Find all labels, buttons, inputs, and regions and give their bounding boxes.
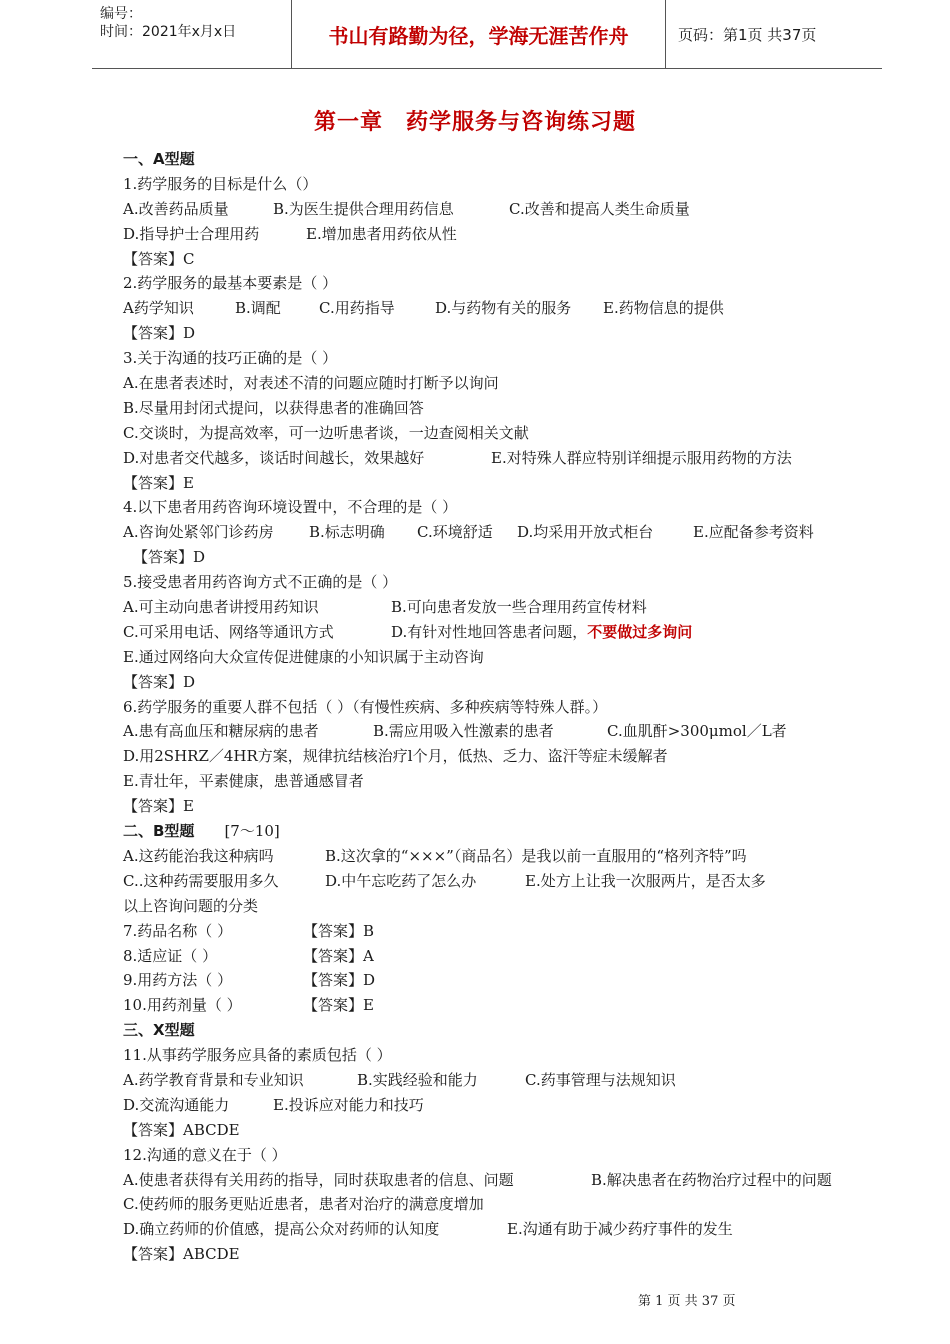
q6-stem: 6.药学服务的重要人群不包括（ ）（有慢性疾病、多种疾病等特殊人群。） [123,697,608,716]
q4-options [123,520,883,545]
b-options-ab [123,844,883,869]
q6-option-a: A.患有高血压和糖尿病的患者 [123,722,319,741]
q4-option-a: A.咨询处紧邻门诊药房 [123,523,274,542]
q6-answer: 【答案】E [123,797,194,816]
q11-option-b: B.实践经验和能力 [357,1070,478,1089]
b-item-9-answer: 【答案】D [303,971,376,990]
b-item-9-question: 9.用药方法（ ） [123,971,233,990]
page-title: 第一章 药学服务与咨询练习题 [313,110,636,135]
q12-answer: 【答案】ABCDE [123,1245,240,1264]
q2-option-d: D.与药物有关的服务 [435,299,572,318]
q12-option-d: D.确立药师的价值感，提高公众对药师的认知度 [123,1220,440,1239]
q5-highlight-note: 不要做过多询问 [587,622,693,641]
b-option-d: D.中午忘吃药了怎么办 [325,871,477,890]
b-item-8-answer: 【答案】A [303,946,374,965]
q2-answer: 【答案】D [123,324,196,343]
q5-option-d [391,620,692,645]
q11-options-abc [123,1068,883,1093]
q4-stem: 4.以下患者用药咨询环境设置中，不合理的是（ ） [123,498,458,517]
b-item-10 [123,993,883,1018]
page-footer: 第 1 页 共 37 页 [638,1294,736,1309]
q12-option-b: B.解决患者在药物治疗过程中的问题 [591,1170,832,1189]
q5-option-a: A.可主动向患者讲授用药知识 [123,598,319,617]
section-a-heading: 一、A型题 [123,150,195,168]
b-option-e: E.处方上让我一次服两片，是否太多 [525,871,766,890]
exercise-content [123,147,883,1267]
header-page [666,0,882,68]
q1-options-row2 [123,222,883,247]
q2-option-c: C.用药指导 [319,299,395,318]
q11-option-c: C.药事管理与法规知识 [525,1070,676,1089]
q12-options-ab [123,1168,883,1193]
header-meta [92,0,292,68]
q12-option-c: C.使药师的服务更贴近患者，患者对治疗的满意度增加 [123,1195,484,1214]
b-option-a: A.这药能治我这种病吗 [123,846,274,865]
q3-option-e: E.对特殊人群应特别详细提示服用药物的方法 [491,448,792,467]
q11-option-d: D.交流沟通能力 [123,1095,230,1114]
b-option-b: B.这次拿的“×××”（商品名）是我以前一直服用的“格列齐特”吗 [325,846,747,865]
q1-option-b: B.为医生提供合理用药信息 [273,199,454,218]
q12-option-e: E.沟通有助于减少药疗事件的发生 [507,1220,733,1239]
b-group-note: 以上咨询问题的分类 [123,896,259,915]
q3-option-b: B.尽量用封闭式提问，以获得患者的准确回答 [123,398,424,417]
b-item-7-question: 7.药品名称（ ） [123,921,233,940]
q11-answer: 【答案】ABCDE [123,1120,240,1139]
q2-options [123,296,883,321]
q12-option-a: A.使患者获得有关用药的指导，同时获取患者的信息、问题 [123,1170,514,1189]
q5-options-cd [123,620,883,645]
section-b-heading [123,819,883,844]
q6-option-b: B.需应用吸入性激素的患者 [373,722,554,741]
q1-option-e: E.增加患者用药依从性 [306,224,457,243]
b-item-8 [123,944,883,969]
section-x-heading: 三、X型题 [123,1021,195,1040]
q4-option-b: B.标志明确 [309,523,385,542]
q5-option-c: C.可采用电话、网络等通讯方式 [123,622,334,641]
b-item-7-answer: 【答案】B [303,921,375,940]
doc-time-label: 时间：2021年x月x日 [100,24,237,40]
q4-answer: 【答案】D [133,548,206,567]
q5-option-b: B.可向患者发放一些合理用药宣传材料 [391,598,647,617]
q5-options-ab [123,595,883,620]
q3-options-de [123,446,883,471]
q4-option-c: C.环境舒适 [417,523,493,542]
section-b-title: 二、B型题 [123,822,195,841]
q6-option-d: D.用2SHRZ／4HR方案，规律抗结核治疗l个月，低热、乏力、盗汗等症未缓解者 [123,747,668,766]
doc-number-label: 编号： [100,6,142,22]
q6-option-c: C.血肌酐>300μmol／L者 [607,722,787,741]
q1-option-a: A.改善药品质量 [123,199,229,218]
q3-stem: 3.关于沟通的技巧正确的是（ ） [123,349,338,368]
q1-option-c: C.改善和提高人类生命质量 [509,199,690,218]
q1-stem: 1.药学服务的目标是什么（） [123,174,318,193]
q12-stem: 12.沟通的意义在于（ ） [123,1145,287,1164]
section-b-range: [7～10] [224,822,280,841]
header-motto [292,0,666,68]
q3-option-c: C.交谈时，为提高效率，可一边听患者谈，一边查阅相关文献 [123,423,529,442]
page-count-label: 页码：第1页 共37页 [678,25,817,44]
page-header [92,0,882,69]
q5-option-e: E.通过网络向大众宣传促进健康的小知识属于主动咨询 [123,647,484,666]
q3-answer: 【答案】E [123,473,194,492]
q2-option-a: A药学知识 [123,299,194,318]
q4-option-d: D.均采用开放式柜台 [517,523,654,542]
q1-answer: 【答案】C [123,249,195,268]
q2-option-b: B.调配 [235,299,281,318]
motto-text: 书山有路勤为径，学海无涯苦作舟 [328,23,629,48]
b-option-c: C..这种药需要服用多久 [123,871,279,890]
b-item-10-answer: 【答案】E [303,996,374,1015]
q3-option-d: D.对患者交代越多，谈话时间越长，效果越好 [123,448,425,467]
b-item-7 [123,919,883,944]
q6-option-e: E.青壮年，平素健康，患普通感冒者 [123,772,364,791]
q11-options-de [123,1093,883,1118]
q4-option-e: E.应配备参考资料 [693,523,814,542]
q3-option-a: A.在患者表述时，对表述不清的问题应随时打断予以询问 [123,374,499,393]
q11-stem: 11.从事药学服务应具备的素质包括（ ） [123,1046,392,1065]
q5-option-d-text: D.有针对性地回答患者问题， [391,622,588,641]
b-item-10-question: 10.用药剂量（ ） [123,996,242,1015]
q6-options-abc [123,719,883,744]
q1-option-d: D.指导护士合理用药 [123,224,260,243]
q11-option-a: A.药学教育背景和专业知识 [123,1070,304,1089]
q2-stem: 2.药学服务的最基本要素是（ ） [123,274,338,293]
q5-stem: 5.接受患者用药咨询方式不正确的是（ ） [123,573,398,592]
b-item-8-question: 8.适应证（ ） [123,946,218,965]
b-item-9 [123,968,883,993]
q5-answer: 【答案】D [123,672,196,691]
q1-options-row1 [123,197,883,222]
b-options-cde [123,869,883,894]
q11-option-e: E.投诉应对能力和技巧 [273,1095,424,1114]
q2-option-e: E.药物信息的提供 [603,299,724,318]
q12-options-de [123,1217,883,1242]
